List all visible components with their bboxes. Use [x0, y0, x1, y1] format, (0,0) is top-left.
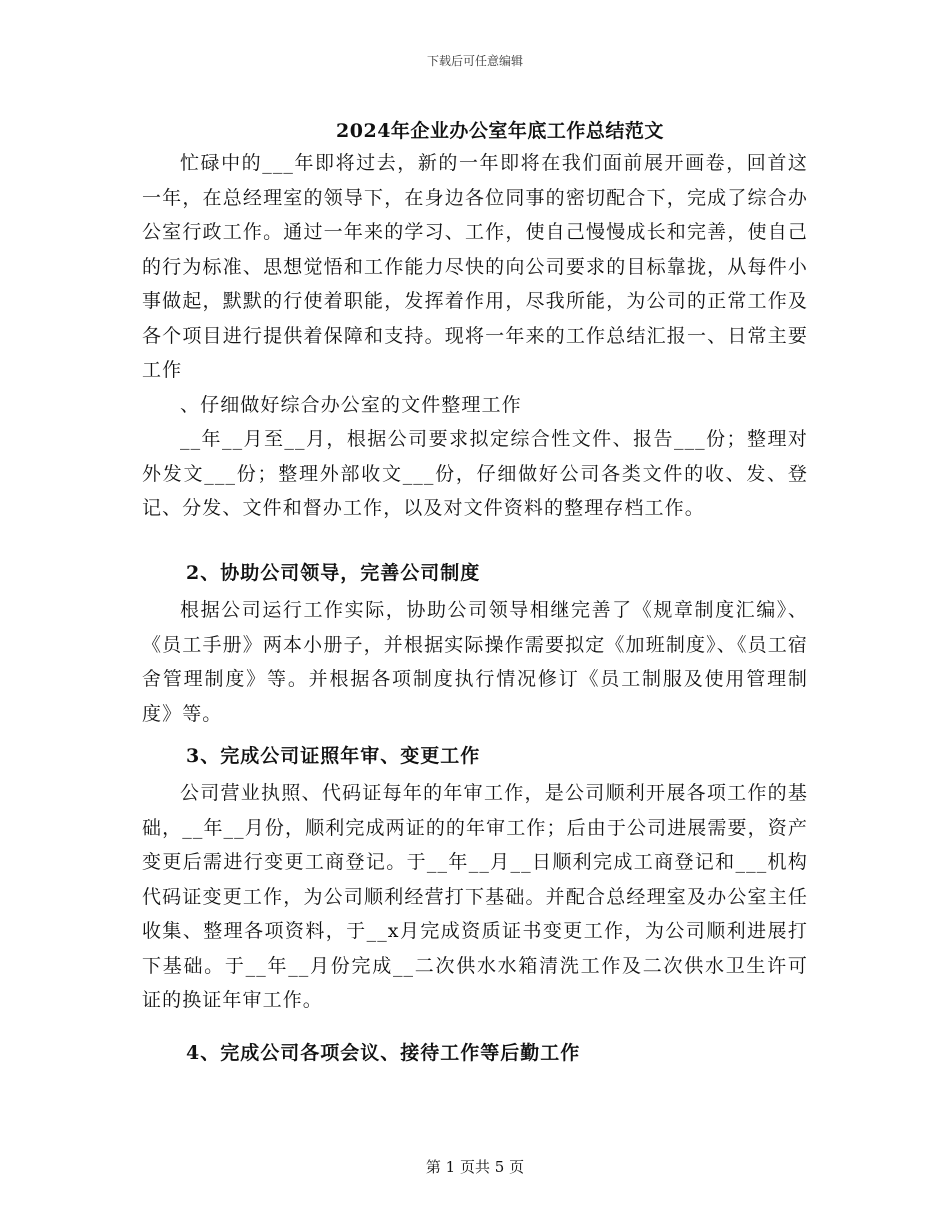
page-footer: 第 1 页共 5 页: [425, 1158, 525, 1176]
document-title: 2024年企业办公室年底工作总结范文: [336, 120, 664, 142]
intro-paragraph-block: [142, 146, 808, 526]
subsection-1-heading: 、仔细做好综合办公室的文件整理工作: [180, 393, 522, 416]
file-work-paragraph: __年__月至__月，根据公司要求拟定综合性文件、报告___份；整理对外发文___份；整理外部收文___份，仔细做好公司各类文件的收、发、登记、分发、文件和督办工作，以及对文件资料的整理存档工作。: [142, 428, 808, 519]
intro-paragraph: 忙碌中的___年即将过去，新的一年即将在我们面前展开画卷，回首这一年，在总经理室的领导下，在身边各位同事的密切配合下，完成了综合办公室行政工作。通过一年来的学习、工作，使自己慢慢成长和完善，使自己的行为标准、思想觉悟和工作能力尽快的向公司要求的目标靠拢，从每件小事做起，默默的行使着职能，发挥着作用，尽我所能，为公司的正常工作及各个项目进行提供着保障和支持。现将一年来的工作总结汇报一、日常主要工作: [142, 152, 808, 381]
page-header: 下载后可任意编辑: [426, 54, 523, 68]
section-4-heading: 4、完成公司各项会议、接待工作等后勤工作: [186, 1042, 581, 1064]
section-3-heading: 3、完成公司证照年审、变更工作: [186, 745, 481, 767]
section-3-block: [142, 776, 808, 1018]
section-2-paragraph: 根据公司运行工作实际，协助公司领导相继完善了《规章制度汇编》、《员工手册》两本小册子，并根据实际操作需要拟定《加班制度》、《员工宿舍管理制度》等。并根据各项制度执行情况修订《员工制服及使用管理制度》等。: [142, 599, 808, 725]
section-2-heading: 2、协助公司领导，完善公司制度: [186, 562, 481, 584]
section-3-paragraph: 公司营业执照、代码证每年的年审工作，是公司顺利开展各项工作的基础，__年__月份，顺利完成两证的的年审工作；后由于公司进展需要，资产变更后需进行变更工商登记。于__年__月__日顺利完成工商登记和___机构代码证变更工作，为公司顺利经营打下基础。并配合总经理室及办公室主任收集、整理各项资料，于__x月完成资质证书变更工作，为公司顺利进展打下基础。于__年__月份完成__二次供水水箱清洗工作及二次供水卫生许可证的换证年审工作。: [142, 782, 808, 1011]
section-2-block: [142, 593, 808, 731]
